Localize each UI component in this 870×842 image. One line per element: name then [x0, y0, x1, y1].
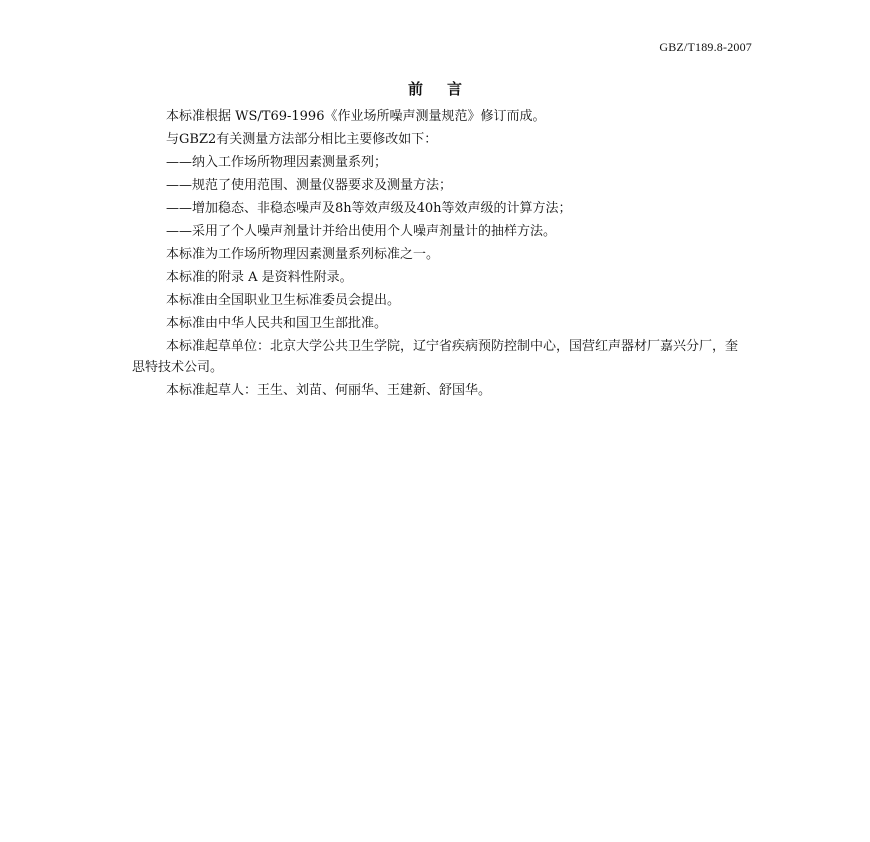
paragraph-modification-item: ——增加稳态、非稳态噪声及8h等效声级及40h等效声级的计算方法； [166, 201, 572, 216]
paragraph-drafters: 本标准起草人：王生、刘苗、何丽华、王建新、舒国华。 [166, 383, 492, 398]
paragraph-modification-item: ——纳入工作场所物理因素测量系列； [166, 155, 388, 170]
paragraph-modification-item: ——采用了个人噪声剂量计并给出使用个人噪声剂量计的抽样方法。 [166, 224, 557, 239]
paragraph-modification-item: ——规范了使用范围、测量仪器要求及测量方法； [166, 178, 453, 193]
paragraph-appendix-note: 本标准的附录 A 是资料性附录。 [166, 270, 353, 285]
paragraph-approved-by: 本标准由中华人民共和国卫生部批准。 [166, 316, 388, 331]
paragraph-revision-basis: 本标准根据 WS/T69-1996《作业场所噪声测量规范》修订而成。 [166, 109, 546, 124]
paragraph-modifications-intro: 与GBZ2有关测量方法部分相比主要修改如下： [166, 132, 438, 147]
paragraph-drafting-units: 本标准起草单位：北京大学公共卫生学院，辽宁省疾病预防控制中心，国营红声器材厂嘉兴分厂，奎思特技术公司。 [132, 339, 739, 375]
paragraph-proposed-by: 本标准由全国职业卫生标准委员会提出。 [166, 293, 401, 308]
page-title: 前言 [407, 80, 486, 98]
paragraph-series-membership: 本标准为工作场所物理因素测量系列标准之一。 [166, 247, 440, 262]
document-number: GBZ/T189.8-2007 [659, 40, 752, 54]
foreword-body [132, 106, 744, 403]
